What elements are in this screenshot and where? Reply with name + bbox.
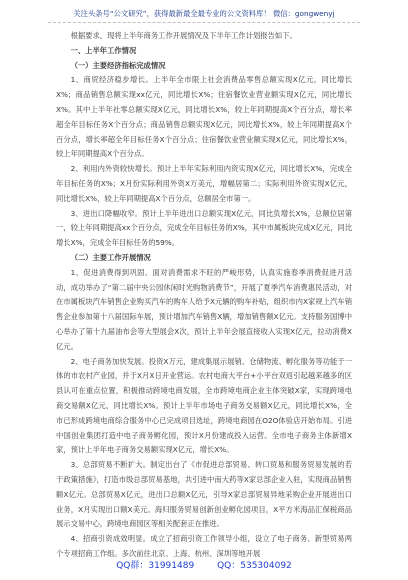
intro-paragraph: 根据要求，现将上半年商务工作开展情况及下半年工作计划报告如下。: [70, 31, 297, 40]
paragraph-commerce-growth: 1、商贸经济稳步增长。上半年全市限上社会消费品零售总额实现X亿元，同比增长X%；商品销售总额实现xx亿元，同比增长X%；住宿餐饮业营业额实现X亿元，同比增长X%。其中上半年社零总额实现X亿元，同比增长X%，较上年同期提高X个百分点，增长率超全年目标任务X个百分点；商品销售总额实现X亿元，同比增长X%，较上年同期提高X个百分点，增长率超全年目标任务X个百分点；住宿餐饮业营业额实现X亿元，同比增长X%，较上年同期提高X个百分点。: [56, 75, 352, 159]
document-body: [56, 29, 352, 562]
qq-number: 535304092: [240, 561, 292, 571]
paragraph-import-export: 3、进出口降幅收窄。预计上半年进出口总额实现X亿元，同比负增长X%，总额位居第一，较上年同期提高xx个百分点，完成全年目标任务的X%，其中市属板块完成X亿元，同比增长X%，完成全年目标任务的59%。: [56, 208, 352, 248]
qq-label: QQ：: [217, 561, 241, 571]
top-banner: [48, 6, 360, 23]
paragraph-hq-trade: 3、总部贸易不断扩大。制定出台了《市促进总部贸易、转口贸易和服务贸易发展的若干政策措施》，打造市级总部贸易基地，共引进中南大药等X家总部企业入驻，实现商品销售额X亿元。总部贸易X亿元，进出口总额X亿元，引导X家总部贸易异地采购企业开展进出口业务，X月实现出口额X美元。海归服务贸易创新创业孵化园项目，X平方米海品汇保税商品展示交易中心，跨境电商园区等相关配套正在推进。: [56, 460, 352, 529]
paragraph-investment-growth: 2、利用内外资较快增长。预计上半年实际利用内资实现X亿元，同比增长X%，完成全年目标任务的X%；X月份实际利用外资X万美元，增幅居第二；实际利用外资实现X亿元，同比增长X%，较上年同期提高X个百分点，总额居全市第一。: [56, 164, 352, 203]
paragraph-investment-promotion: 4、招商引资成效明显。成立了招商引资工作领导小组，设立了电子商务、新型贸易两个专项招商工作组。多次前往北京、上海、杭州、深圳等地开展: [56, 534, 352, 558]
banner-text: 关注头条号“公文研究”，获得最新最全最专业的公文资料库！ 微信：gongwenyj: [73, 9, 335, 18]
qq-group-number: 31991489: [148, 561, 195, 571]
paragraph-consumption: 1、促进消费得到巩固。面对消费需求不旺的严峻形势，认真实施春季消费促进月活动，成功举办了“第二届中央公园休闲时光购物消费节”，开展了夏季汽车消费惠民活动，对在市属板块汽车销售企业购买汽车的购车人给予X元辆的购车补贴，组织市内X家规上汽车销售企业参加第十八届国际车展，预计增加汽车销售X辆，增加销售额X亿元。支持服务国博中心举办了第十九届油布会等大型展会X次，预计上半年会展直接收入实现X亿元，拉动消费X亿元。: [56, 267, 352, 351]
section-heading-first-half: 一、上半年工作情况: [70, 45, 137, 55]
contact-footer: [0, 558, 408, 574]
qq-group-label: QQ群：: [116, 561, 149, 571]
subsection-heading-work: （二）主要工作开展情况: [70, 252, 151, 262]
paragraph-ecommerce: 2、电子商务加快发展。投资X万元，建成集展示展销、仓储物流、孵化服务等功能于一体的市农村产业园，并于X月X日开业营运。农村电商大平台+小平台双返引起越来越多的区县认可在重点位置，积极推动跨境电商发展，全市跨境电商企业主体突破X家，实现跨境电商交易额X亿元，同比增长X%。预计上半年市场电子商务交易额X亿元，同比增长X%，全市已形成跨境电商综合服务中心已完成项目选址，跨境电商园在O2O体验店开始布局。引进中国创业集团打造中电子商务孵化园，预计X月份建成投入运营。全市电子商务主体新增X家，预计上半年电子商务交易额实现X亿元，增长X%。: [56, 356, 352, 455]
subsection-heading-indicators: （一）主要经济指标完成情况: [70, 60, 166, 70]
